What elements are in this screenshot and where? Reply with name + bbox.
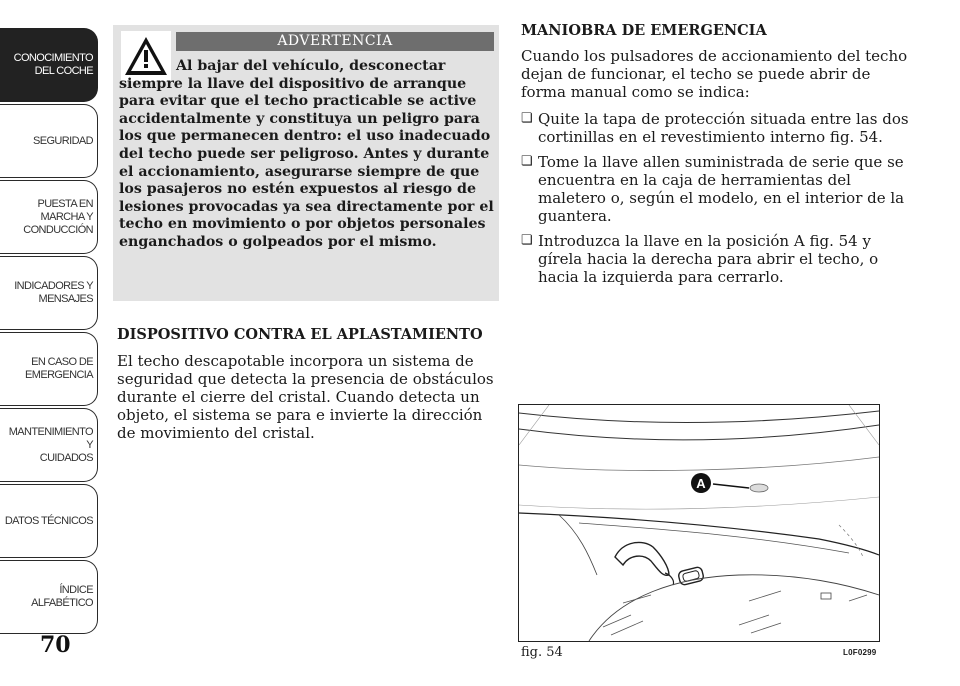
tab-indice-alfabetico[interactable]: ÍNDICE ALFABÉTICO [0, 560, 98, 634]
anti-pinch-title: DISPOSITIVO CONTRA EL APLASTAMIENTO [117, 326, 483, 343]
tab-indicadores[interactable]: INDICADORES Y MENSAJES [0, 256, 98, 330]
tab-emergencia[interactable]: EN CASO DE EMERGENCIA [0, 332, 98, 406]
tab-mantenimiento[interactable]: MANTENIMIENTO Y CUIDADOS [0, 408, 98, 482]
emergency-steps [521, 110, 916, 293]
emergency-title: MANIOBRA DE EMERGENCIA [521, 22, 767, 39]
emergency-step: ❏ Tome la llave allen suministrada de serie que se encuentra en la caja de herramientas del maletero o, según el modelo, en el interior de la guantera. [521, 153, 916, 225]
figure-caption: fig. 54 [521, 645, 563, 660]
warning-body: siempre la llave del dispositivo de arranque para evitar que el techo practicable se active accidentalmente y constituya un peligro para los que permanecen dentro: el uso inadecuado del techo puede ser peligroso. Antes y durante el accionamiento, asegurarse siempre de que los pasajeros no estén expuestos al riesgo de lesiones provocadas ya sea directamente por el techo en movimiento o por objetos personales enganchados o golpeados por el mismo. [119, 75, 494, 250]
warning-box [113, 25, 499, 301]
emergency-intro: Cuando los pulsadores de accionamiento del techo dejan de funcionar, el techo se puede abrir de forma manual como se indica: [521, 47, 908, 101]
roof-illustration [518, 404, 880, 642]
tab-datos-tecnicos[interactable]: DATOS TÉCNICOS [0, 484, 98, 558]
figure-code: L0F0299 [843, 648, 877, 657]
tab-puesta-en-marcha[interactable]: PUESTA EN MARCHA Y CONDUCCIÓN [0, 180, 98, 254]
roof-drawing [519, 405, 879, 641]
anti-pinch-body: El techo descapotable incorpora un sistema de seguridad que detecta la presencia de obstáculos durante el cierre del cristal. Cuando detecta un objeto, el sistema se para e invierte la dirección de movimiento del cristal. [117, 352, 494, 442]
emergency-step: ❏ Introduzca la llave en la posición A fig. 54 y gírela hacia la derecha para abrir el techo, o hacia la izquierda para cerrarlo. [521, 232, 916, 286]
page-number: 70 [40, 632, 71, 658]
tab-seguridad[interactable]: SEGURIDAD [0, 104, 98, 178]
callout-a: A [696, 476, 706, 491]
warning-heading: ADVERTENCIA [176, 32, 494, 51]
warning-text [119, 58, 494, 252]
tab-conocimiento-del-coche[interactable]: CONOCIMIENTO DEL COCHE [0, 28, 98, 102]
warning-first-line: Al bajar del vehículo, desconectar [176, 58, 446, 74]
emergency-step: ❏ Quite la tapa de protección situada entre las dos cortinillas en el revestimiento interno fig. 54. [521, 110, 916, 146]
